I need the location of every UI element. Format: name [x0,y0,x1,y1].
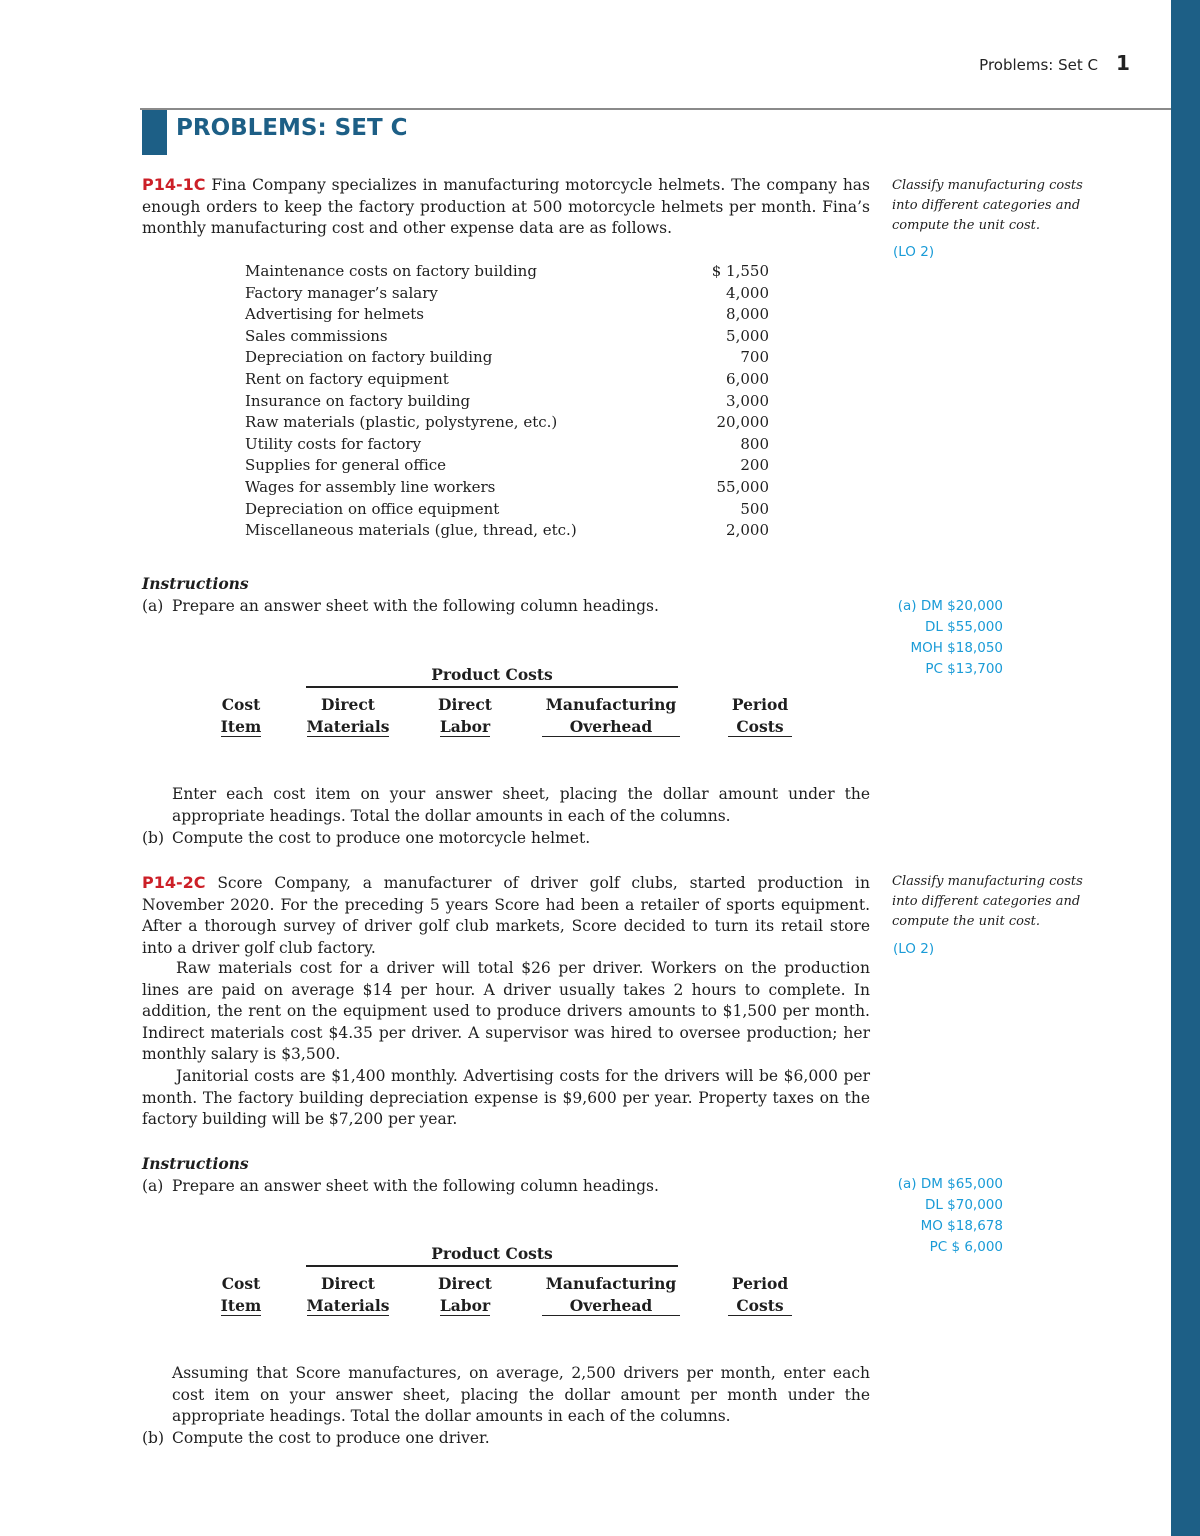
problem-2-enter-text: Assuming that Score manufactures, on average, 2,500 drivers per month, enter each cost item on your answer sheet, placing the dollar amount per month under the appropriate headings. Total the dollar amounts in each of the columns. [172,1364,870,1425]
cost-row-amount: 500 [740,499,769,518]
problem-2-side-note: Classify manufacturing costs into different categories and compute the unit cost. [892,874,1083,929]
product-costs-heading: Product Costs [431,665,553,684]
problem-1-id: P14-1C [142,175,206,194]
problem-2-para-2: Raw materials cost for a driver will total $26 per driver. Workers on the production lines are paid on average $14 per hour. A driver usually takes 2 hours to complete. In addition, the rent on the equipment used to produce drivers amounts to $1,500 per month. Indirect materials cost $4.35 per driver. A supervisor was hired to oversee production; her monthly salary is $3,500. [142,959,870,1063]
period-costs-heading: Period Costs [722,694,798,738]
cost-row [245,412,769,434]
problem-2-item-a-label: (a) [142,1177,164,1195]
problem-1-intro [142,174,870,240]
problem-2-answer-dl: DL $70,000 [924,1197,1003,1213]
problem-2-item-b-label: (b) [142,1429,165,1447]
cost-row-item: Advertising for helmets [245,305,424,324]
cost-item-heading: Cost Item [220,1274,262,1315]
page-number: 1 [1116,51,1130,75]
cost-row-item: Insurance on factory building [245,391,471,410]
cost-row-item: Rent on factory equipment [245,369,449,388]
problem-1-enter-text: Enter each cost item on your answer sheet, placing the dollar amount under the appropriate headings. Total the dollar amounts in each of the columns. [172,785,870,825]
cost-row-amount: 3,000 [726,391,769,410]
problem-2-item-a [142,1176,870,1198]
cost-row-amount: 2,000 [726,521,769,540]
cost-row-item: Sales commissions [245,326,388,345]
manufacturing-overhead-heading: Manufacturing Overhead [540,694,682,738]
section-title: PROBLEMS: SET C [176,115,408,141]
cost-row-amount: 700 [740,348,769,367]
problem-1-item-b [142,828,870,850]
cost-row-amount: 20,000 [716,413,769,432]
running-head: Problems: Set C [979,56,1098,74]
direct-materials-heading: Direct Materials [306,695,390,736]
cost-row-item: Utility costs for factory [245,434,422,453]
cost-row [245,499,769,521]
cost-row-item: Supplies for general office [245,456,447,475]
problem-2-item-a-text: Prepare an answer sheet with the following column headings. [172,1177,659,1195]
problem-1-item-b-label: (b) [142,829,165,847]
product-costs-rule [306,686,678,688]
period-costs-heading: Period Costs [722,1273,798,1317]
problem-2-intro-text: Score Company, a manufacturer of driver golf clubs, started production in November 2020. For the preceding 5 years Score had been a retailer of sports equipment. After a thorough survey of driver golf club markets, Score decided to turn its retail store into a driver golf club factory. [142,874,870,957]
direct-materials-heading: Direct Materials [306,1274,390,1315]
cost-row-amount: $ 1,550 [711,262,769,280]
problem-2-answer-pc: PC $ 6,000 [929,1239,1003,1255]
cost-row [245,283,769,305]
problem-2-id: P14-2C [142,873,206,892]
section-marker [142,110,167,155]
cost-row-amount: 8,000 [726,305,769,324]
problem-1-intro-text: Fina Company specializes in manufacturing motorcycle helmets. The company has enough orders to keep the factory production at 500 motorcycle helmets per month. Fina’s monthly manufacturing cost and other expense data are as follows. [142,176,870,237]
product-costs-heading: Product Costs [431,1244,553,1263]
cost-row-amount: 5,000 [726,326,769,345]
direct-labor-heading: Direct Labor [438,1274,492,1315]
problem-1-answer-dm: (a) DM $20,000 [897,598,1003,614]
cost-row-item: Factory manager’s salary [245,283,438,302]
cost-row-amount: 6,000 [726,369,769,388]
cost-row-amount: 800 [740,434,769,453]
problem-1-side-note: Classify manufacturing costs into different categories and compute the unit cost. [892,178,1083,233]
problem-2-answer-mo: MO $18,678 [920,1218,1003,1234]
cost-row-item: Depreciation on factory building [245,348,493,367]
problem-1-lo: (LO 2) [893,244,935,260]
problem-1-answer-dl: DL $55,000 [924,619,1003,635]
cost-row [245,261,769,283]
problem-1-answer-moh: MOH $18,050 [910,640,1003,656]
cost-row [245,304,769,326]
problem-2-instructions-label: Instructions [142,1154,249,1173]
cost-row [245,369,769,391]
cost-row [245,477,769,499]
problem-2-para-3: Janitorial costs are $1,400 monthly. Advertising costs for the drivers will be $6,000 per month. The factory building depreciation expense is $9,600 per year. Property taxes on the factory building will be $7,200 per year. [142,1067,870,1128]
cost-row-item: Miscellaneous materials (glue, thread, etc.) [245,521,577,540]
problem-1-answer-pc: PC $13,700 [925,661,1003,677]
header-rule [140,108,1171,110]
manufacturing-overhead-heading: Manufacturing Overhead [540,1273,682,1317]
cost-data-table [245,261,769,542]
cost-row [245,391,769,413]
problem-1-instructions-label: Instructions [142,574,249,593]
cost-row-item: Depreciation on office equipment [245,499,500,518]
cost-row [245,347,769,369]
problem-2-answer-dm: (a) DM $65,000 [897,1176,1003,1192]
problem-1-answers [860,596,1003,680]
direct-labor-heading: Direct Labor [438,695,492,736]
problem-1-item-a [142,596,870,618]
problem-1-item-a-label: (a) [142,597,164,615]
cost-row [245,326,769,348]
problem-2-answers [860,1174,1003,1258]
product-costs-rule [306,1265,678,1267]
cost-row [245,434,769,456]
cost-row-item: Raw materials (plastic, polystyrene, etc.) [245,413,558,432]
cost-row [245,455,769,477]
problem-2-lo: (LO 2) [893,941,935,957]
cost-row [245,520,769,542]
problem-2-item-b [142,1428,870,1450]
cost-item-heading: Cost Item [220,695,262,736]
cost-row-amount: 4,000 [726,283,769,302]
problem-1-item-a-text: Prepare an answer sheet with the following column headings. [172,597,659,615]
problem-1-item-b-text: Compute the cost to produce one motorcycle helmet. [172,829,591,847]
right-edge-bar [1171,0,1200,1536]
cost-row-item: Wages for assembly line workers [245,477,496,496]
cost-row-amount: 200 [740,456,769,475]
cost-row-item: Maintenance costs on factory building [245,262,537,280]
problem-2-item-b-text: Compute the cost to produce one driver. [172,1429,490,1447]
cost-row-amount: 55,000 [716,477,769,496]
problem-2-intro [142,872,870,959]
